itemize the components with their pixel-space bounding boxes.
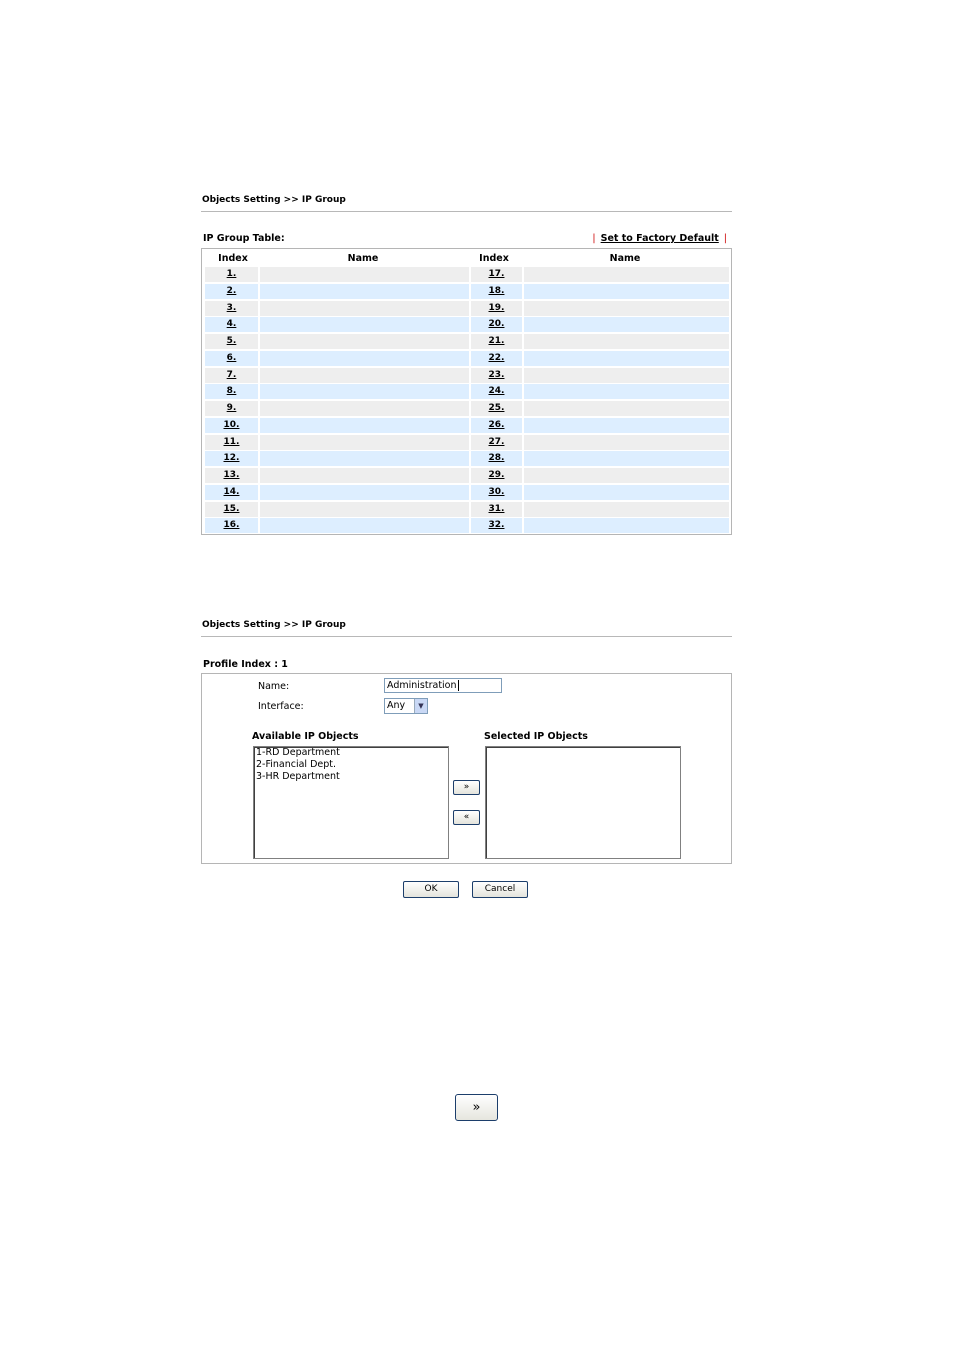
index-link[interactable]: 11. — [205, 435, 258, 450]
index-link[interactable]: 20. — [471, 317, 522, 332]
available-ip-objects-list[interactable] — [253, 746, 449, 859]
table-row — [205, 518, 729, 533]
table-row — [205, 301, 729, 316]
list-item[interactable]: 3-HR Department — [256, 771, 340, 782]
interface-label: Interface: — [258, 701, 304, 712]
index-link[interactable]: 29. — [471, 468, 522, 483]
index-header-left: Index — [218, 253, 248, 264]
index-link[interactable]: 5. — [205, 334, 258, 349]
name-cell — [524, 518, 729, 533]
index-link[interactable]: 16. — [205, 518, 258, 533]
table-row — [205, 267, 729, 282]
ip-group-table — [201, 248, 732, 535]
index-link[interactable]: 9. — [205, 401, 258, 416]
table-row — [205, 435, 729, 450]
table-row — [205, 334, 729, 349]
interface-value: Any — [387, 700, 406, 711]
separator: | — [723, 233, 727, 244]
index-link[interactable]: 2. — [205, 284, 258, 299]
name-cell — [260, 518, 469, 533]
index-link[interactable]: 25. — [471, 401, 522, 416]
list-item[interactable]: 1-RD Department — [256, 747, 340, 758]
ip-group-table-label: IP Group Table: — [203, 233, 285, 244]
name-cell — [260, 468, 469, 483]
index-link[interactable]: 30. — [471, 485, 522, 500]
add-object-button[interactable]: » — [453, 780, 480, 795]
chevron-down-icon[interactable]: ▼ — [414, 699, 427, 713]
table-row — [205, 401, 729, 416]
index-link[interactable]: 18. — [471, 284, 522, 299]
table-row — [205, 284, 729, 299]
table-row — [205, 351, 729, 366]
name-cell — [524, 334, 729, 349]
name-cell — [524, 451, 729, 466]
index-link[interactable]: 23. — [471, 368, 522, 383]
name-value: Administration — [387, 680, 457, 691]
index-link[interactable]: 27. — [471, 435, 522, 450]
divider — [201, 211, 732, 212]
table-row — [205, 468, 729, 483]
table-row — [205, 418, 729, 433]
index-link[interactable]: 6. — [205, 351, 258, 366]
index-link[interactable]: 28. — [471, 451, 522, 466]
name-cell — [260, 502, 469, 517]
name-cell — [524, 468, 729, 483]
index-link[interactable]: 4. — [205, 317, 258, 332]
name-cell — [260, 351, 469, 366]
table-row — [205, 384, 729, 399]
name-cell — [524, 368, 729, 383]
add-object-button-large[interactable]: » — [455, 1094, 498, 1121]
index-link[interactable]: 3. — [205, 301, 258, 316]
name-cell — [260, 267, 469, 282]
table-header — [202, 251, 731, 265]
name-cell — [260, 418, 469, 433]
name-cell — [260, 451, 469, 466]
table-row — [205, 317, 729, 332]
name-header-left: Name — [347, 253, 379, 264]
name-cell — [260, 435, 469, 450]
table-row — [205, 451, 729, 466]
index-link[interactable]: 26. — [471, 418, 522, 433]
index-link[interactable]: 31. — [471, 502, 522, 517]
name-cell — [260, 317, 469, 332]
name-cell — [260, 401, 469, 416]
index-link[interactable]: 24. — [471, 384, 522, 399]
name-header-right: Name — [609, 253, 641, 264]
name-cell — [260, 384, 469, 399]
separator: | — [592, 233, 596, 244]
available-ip-objects-label: Available IP Objects — [252, 731, 359, 742]
name-cell — [524, 301, 729, 316]
index-link[interactable]: 19. — [471, 301, 522, 316]
remove-object-button[interactable]: « — [453, 810, 480, 825]
index-link[interactable]: 10. — [205, 418, 258, 433]
name-cell — [524, 502, 729, 517]
index-link[interactable]: 12. — [205, 451, 258, 466]
name-cell — [260, 334, 469, 349]
text-cursor — [458, 680, 459, 691]
name-cell — [260, 485, 469, 500]
list-item[interactable]: 2-Financial Dept. — [256, 759, 337, 770]
table-row — [205, 368, 729, 383]
index-link[interactable]: 7. — [205, 368, 258, 383]
divider — [201, 636, 732, 637]
profile-index-label: Profile Index : 1 — [203, 659, 288, 670]
index-header-right: Index — [479, 253, 509, 264]
selected-ip-objects-label: Selected IP Objects — [484, 731, 588, 742]
name-cell — [260, 284, 469, 299]
name-cell — [524, 435, 729, 450]
name-cell — [260, 301, 469, 316]
breadcrumb-ip-group-table: Objects Setting >> IP Group — [202, 195, 346, 205]
table-row — [205, 485, 729, 500]
index-link[interactable]: 15. — [205, 502, 258, 517]
name-cell — [524, 317, 729, 332]
index-link[interactable]: 22. — [471, 351, 522, 366]
set-to-factory-default-link[interactable]: Set to Factory Default — [600, 233, 719, 244]
name-cell — [524, 351, 729, 366]
ok-button[interactable]: OK — [403, 881, 459, 898]
breadcrumb-ip-group-edit: Objects Setting >> IP Group — [202, 620, 346, 630]
selected-ip-objects-list[interactable] — [485, 746, 681, 859]
index-link[interactable]: 14. — [205, 485, 258, 500]
name-cell — [524, 401, 729, 416]
name-input[interactable] — [384, 678, 502, 693]
name-cell — [260, 368, 469, 383]
cancel-button[interactable]: Cancel — [472, 881, 528, 898]
name-cell — [524, 267, 729, 282]
index-link[interactable]: 32. — [471, 518, 522, 533]
profile-form — [201, 673, 732, 864]
name-cell — [524, 485, 729, 500]
index-link[interactable]: 17. — [471, 267, 522, 282]
index-link[interactable]: 8. — [205, 384, 258, 399]
index-link[interactable]: 13. — [205, 468, 258, 483]
interface-select[interactable] — [384, 698, 428, 714]
name-cell — [524, 284, 729, 299]
index-link[interactable]: 1. — [205, 267, 258, 282]
index-link[interactable]: 21. — [471, 334, 522, 349]
name-cell — [524, 384, 729, 399]
name-cell — [524, 418, 729, 433]
factory-default-area — [587, 233, 732, 244]
name-label: Name: — [258, 681, 290, 692]
table-row — [205, 502, 729, 517]
